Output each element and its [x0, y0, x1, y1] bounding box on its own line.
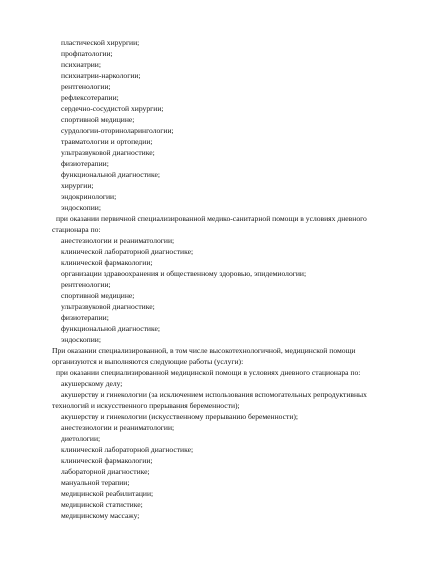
list-item: психиатрии-наркологии; — [61, 71, 141, 80]
list-item: физиотерапии; — [61, 313, 109, 322]
list-item: спортивной медицине; — [61, 115, 135, 124]
section2-list — [0, 235, 430, 345]
list-item: функциональной диагностике; — [61, 170, 160, 179]
section-heading: при оказании первичной специализированной медико-санитарной помощи в условиях дневного — [56, 214, 367, 223]
list-item: рефлексотерапии; — [61, 93, 119, 102]
list-item: акушерству и гинекологии (искусственному прерыванию беременности); — [61, 412, 299, 421]
list-item: ультразвуковой диагностике; — [61, 148, 155, 157]
list-item: клинической фармакологии; — [61, 258, 153, 267]
section1-list — [0, 37, 430, 213]
list-item: эндоскопии; — [61, 335, 101, 344]
list-item: анестезиологии и реаниматологии; — [61, 423, 175, 432]
list-item: рентгенологии; — [61, 82, 111, 91]
list-item: функциональной диагностике; — [61, 324, 160, 333]
list-item: медицинской статистике; — [61, 500, 143, 509]
list-item: физиотерапии; — [61, 159, 109, 168]
list-item: клинической лабораторной диагностике; — [61, 247, 194, 256]
section-heading-continuation: стационара по: — [52, 225, 101, 234]
list-item: спортивной медицине; — [61, 291, 135, 300]
section-heading-continuation: организуются и выполняются следующие работы (услуги): — [52, 357, 244, 366]
list-item: эндокринологии; — [61, 192, 117, 201]
list-item: пластической хирургии; — [61, 38, 140, 47]
list-item: лабораторной диагностике; — [61, 467, 150, 476]
section4-list — [0, 378, 430, 521]
section2-heading — [0, 213, 430, 235]
list-item: сурдологии-оториноларингологии; — [61, 126, 174, 135]
list-item: анестезиологии и реаниматологии; — [61, 236, 175, 245]
list-item: профпатологии; — [61, 49, 113, 58]
list-item: сердечно-сосудистой хирургии; — [61, 104, 164, 113]
list-item: клинической лабораторной диагностике; — [61, 445, 194, 454]
list-item: организации здравоохранения и общественному здоровью, эпидемиологии; — [61, 269, 307, 278]
list-item: травматологии и ортопедии; — [61, 137, 153, 146]
list-item-continuation: технологий и искусственного прерывания беременности); — [52, 401, 240, 410]
list-item: акушерскому делу; — [61, 379, 123, 388]
list-item: ультразвуковой диагностике; — [61, 302, 155, 311]
list-item: эндоскопии; — [61, 203, 101, 212]
list-item: диетологии; — [61, 434, 101, 443]
section-heading: При оказании специализированной, в том числе высокотехнологичной, медицинской помощи — [52, 346, 356, 355]
list-item: психиатрии; — [61, 60, 101, 69]
list-item: рентгенологии; — [61, 280, 111, 289]
list-item: медицинскому массажу; — [61, 511, 140, 520]
list-item: клинической фармакологии; — [61, 456, 153, 465]
list-item: акушерству и гинекологии (за исключением использования вспомогательных репродуктивных — [61, 390, 367, 399]
section3-heading — [0, 345, 430, 367]
section4-heading — [0, 367, 430, 378]
list-item: медицинской реабилитации; — [61, 489, 154, 498]
list-item: хирургии; — [61, 181, 94, 190]
list-item: мануальной терапии; — [61, 478, 130, 487]
section-heading: при оказании специализированной медицинской помощи в условиях дневного стационара по: — [56, 368, 361, 377]
